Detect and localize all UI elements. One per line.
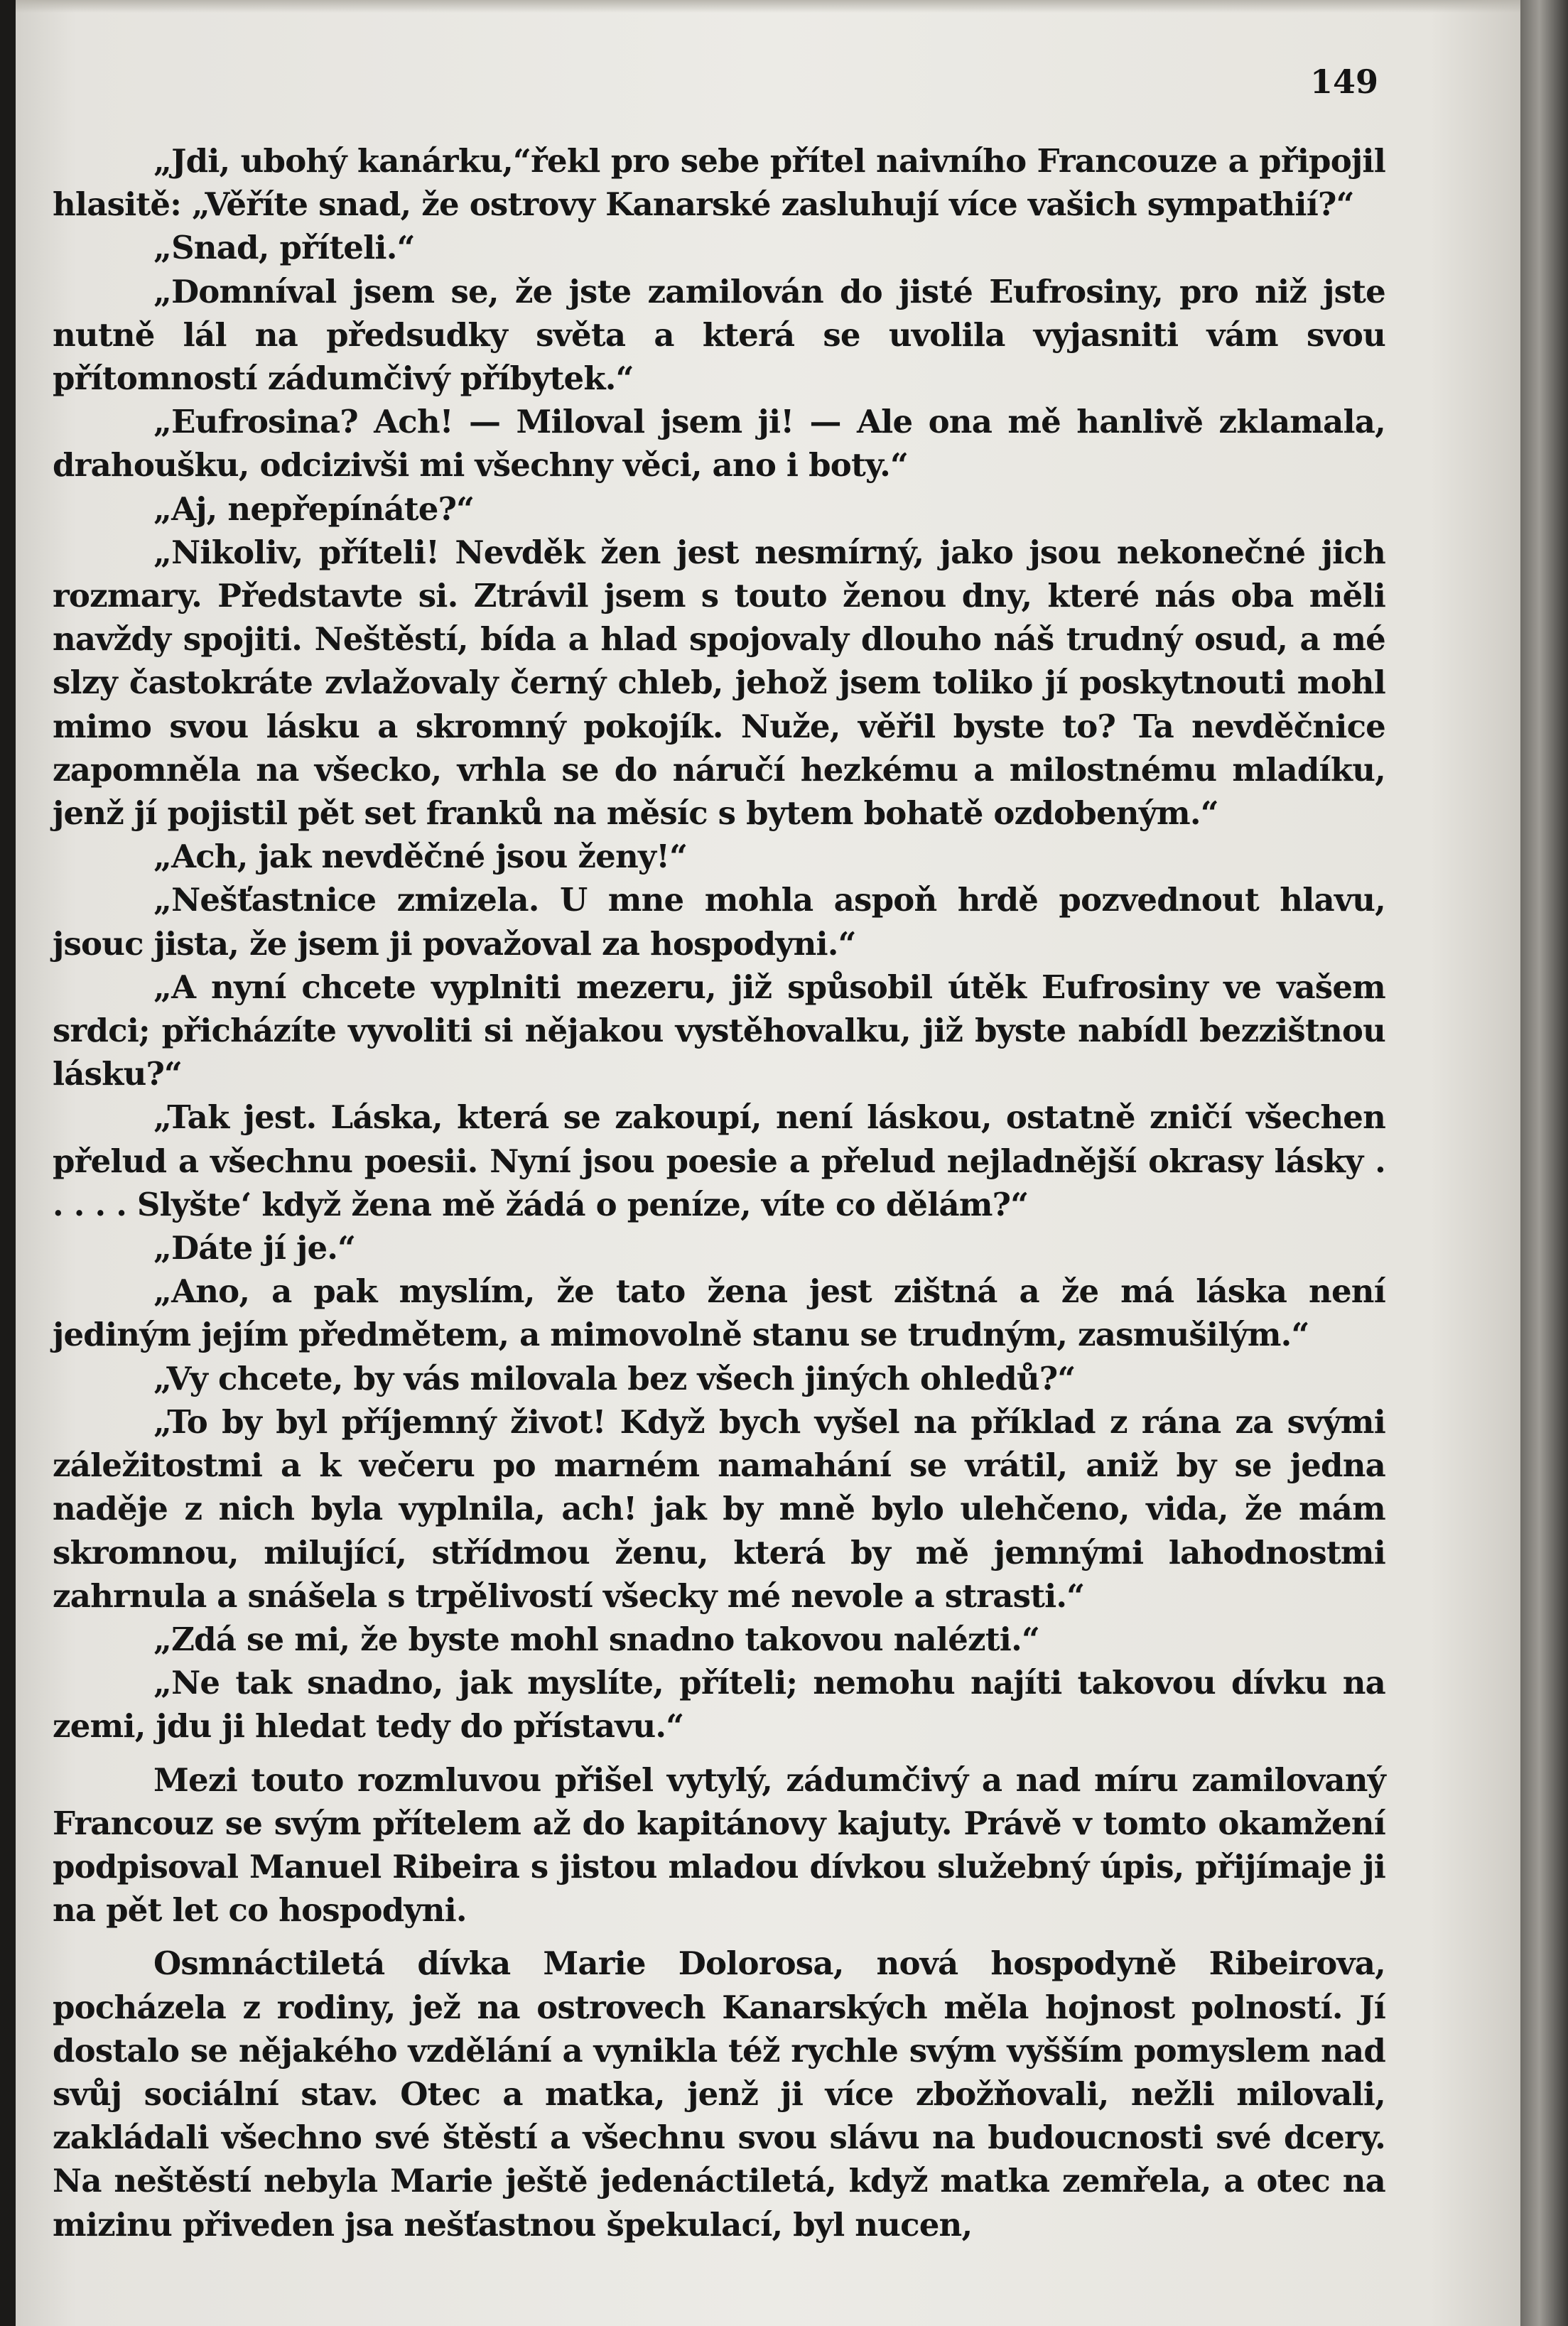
paragraph: „Aj, nepřepínáte?“ — [153, 489, 475, 528]
paragraph: „Zdá se mi, že byste mohl snadno takovou nalézti.“ — [153, 1620, 1040, 1658]
page-top-shadow — [16, 0, 1520, 13]
paragraph: „To by byl příjemný život! Když bych vyšel na příklad z rána za svými záležitostmi a k večeru po marném namahání se vrátil, aniž by se jedna naděje z nich byla vyplnila, ach! jak by mně bylo ulehčeno, vida, že mám skromnou, milující, střídmou ženu, která by mě jemnými lahodnostmi zahrnula a snášela s trpělivostí všecky mé nevole a strasti.“ — [53, 1402, 1385, 1615]
book-page — [16, 0, 1520, 2326]
paragraph: „Ach, jak nevděčné jsou ženy!“ — [153, 838, 688, 876]
paragraph: „Vy chcete, by vás milovala bez všech jiných ohledů?“ — [153, 1359, 1076, 1397]
paragraph: „Domníval jsem se, že jste zamilován do jisté Eufrosiny, pro niž jste nutně lál na předsudky světa a která se uvolila vyjasniti vám svou přítomností zádumčivý příbytek.“ — [53, 272, 1385, 398]
paragraph: „A nyní chcete vyplniti mezeru, již spůsobil útěk Eufrosiny ve vašem srdci; přicházíte vyvoliti si nějakou vystěhovalku, již byste nabídl bezzištnou lásku?“ — [53, 968, 1385, 1093]
paragraph: Osmnáctiletá dívka Marie Dolorosa, nová hospodyně Ribeirova, pocházela z rodiny, jež na ostrovech Kanarských měla hojnost polností. Jí dostalo se nějakého vzdělání a vynikla též rychle svým vyšším pomyslem nad svůj sociální stav. Otec a matka, jenž ji více zbožňovali, nežli milovali, zakládali všechno své štěstí a všechnu svou slávu na budoucnosti své dcery. Na neštěstí nebyla Marie ještě jedenáctiletá, když matka zemřela, a otec na mizinu přiveden jsa nešťastnou špekulací, byl nucen, — [53, 1944, 1385, 2244]
paragraph: „Tak jest. Láska, která se zakoupí, není láskou, ostatně zničí všechen přelud a všechnu poesii. Nyní jsou poesie a přelud nejladnější okrasy lásky . . . . . Slyšte‘ když žena mě žádá o peníze, víte co dělám?“ — [53, 1098, 1385, 1223]
paragraph: „Jdi, ubohý kanárku,“řekl pro sebe přítel naivního Francouze a připojil hlasitě: „Věříte snad, že ostrovy Kanarské zasluhují více vašich sympathií?“ — [53, 142, 1385, 224]
paragraph: „Dáte jí je.“ — [153, 1229, 356, 1267]
paragraph: „Nešťastnice zmizela. U mne mohla aspoň hrdě pozvednout hlavu, jsouc jista, že jsem ji považoval za hospodyni.“ — [53, 881, 1385, 963]
paragraph: „Ne tak snadno, jak myslíte, příteli; nemohu najíti takovou dívku na zemi, jdu ji hledat tedy do přístavu.“ — [53, 1664, 1385, 1746]
page-text — [53, 139, 1385, 2246]
scan-right-margin — [1520, 0, 1568, 2326]
paragraph: „Ano, a pak myslím, že tato žena jest zištná a že má láska není jediným jejím předmětem, a mimovolně stanu se trudným, zasmušilým.“ — [53, 1272, 1385, 1354]
paragraph: „Eufrosina? Ach! — Miloval jsem ji! — Ale ona mě hanlivě zklamala, drahoušku, odcizivši mi všechny věci, ano i boty.“ — [53, 403, 1385, 485]
paragraph: Mezi touto rozmluvou přišel vytylý, zádumčivý a nad míru zamilovaný Francouz se svým přítelem až do kapitánovy kajuty. Právě v tomto okamžení podpisoval Manuel Ribeira s jistou mladou dívkou služebný úpis, přijímaje ji na pět let co hospodyni. — [53, 1760, 1385, 1930]
paragraph: „Snad, příteli.“ — [153, 229, 415, 267]
page-number: 149 — [1309, 63, 1378, 101]
paragraph: „Nikoliv, příteli! Nevděk žen jest nesmírný, jako jsou nekonečné jich rozmary. Představte si. Ztrávil jsem s touto ženou dny, které nás oba měli navždy spojiti. Neštěstí, bída a hlad spojovaly dlouho náš trudný osud, a mé slzy častokráte zvlažovaly černý chleb, jehož jsem toliko jí poskytnouti mohl mimo svou lásku a skromný pokojík. Nuže, věřil byste to? Ta nevděčnice zapomněla na všecko, vrhla se do náručí hezkému a milostnému mladíku, jenž jí pojistil pět set franků na měsíc s bytem bohatě ozdobeným.“ — [53, 533, 1385, 833]
